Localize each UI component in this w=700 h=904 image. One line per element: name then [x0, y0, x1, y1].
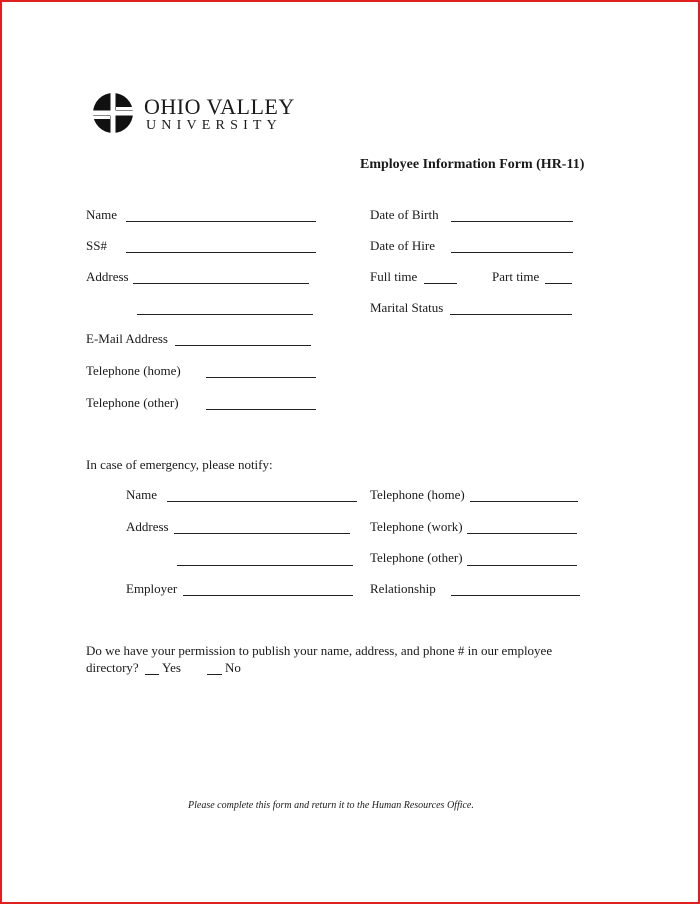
logo-emblem-icon	[88, 92, 138, 134]
emergency-phone-home-label: Telephone (home)	[370, 487, 465, 502]
emergency-address-label: Address	[126, 519, 169, 534]
address-field-1[interactable]	[133, 283, 309, 284]
doh-field[interactable]	[451, 252, 573, 253]
part-time-field[interactable]	[545, 283, 572, 284]
address-label: Address	[86, 269, 129, 284]
address-field-2[interactable]	[137, 314, 313, 315]
email-field[interactable]	[175, 345, 311, 346]
full-time-label: Full time	[370, 269, 418, 284]
emergency-phone-work-field[interactable]	[467, 533, 577, 534]
doh-label: Date of Hire	[370, 238, 435, 253]
emergency-phone-other-label: Telephone (other)	[370, 550, 463, 565]
dob-field[interactable]	[451, 221, 573, 222]
footer-instruction: Please complete this form and return it to the Human Resources Office.	[188, 800, 474, 811]
permission-yes-field[interactable]	[145, 674, 159, 675]
permission-no-field[interactable]	[207, 674, 222, 675]
emergency-phone-work-label: Telephone (work)	[370, 519, 463, 534]
employer-label: Employer	[126, 581, 178, 596]
email-label: E-Mail Address	[86, 331, 168, 346]
emergency-address-field-2[interactable]	[177, 565, 353, 566]
phone-other-field[interactable]	[206, 409, 316, 410]
permission-question: Do we have your permission to publish your name, address, and phone # in our employee	[86, 643, 553, 658]
part-time-label: Part time	[492, 269, 540, 284]
emergency-phone-home-field[interactable]	[470, 501, 578, 502]
emergency-name-label: Name	[126, 487, 158, 502]
marital-label: Marital Status	[370, 300, 444, 315]
relationship-field[interactable]	[451, 595, 580, 596]
employer-field[interactable]	[183, 595, 353, 596]
emergency-address-field-1[interactable]	[174, 533, 350, 534]
logo-name-line1: OHIO VALLEY	[144, 94, 295, 119]
name-label: Name	[86, 207, 118, 222]
permission-no-label: No	[225, 660, 241, 675]
permission-yes-label: Yes	[162, 660, 181, 675]
full-time-field[interactable]	[424, 283, 457, 284]
dob-label: Date of Birth	[370, 207, 439, 222]
phone-other-label: Telephone (other)	[86, 395, 179, 410]
ssn-label: SS#	[86, 238, 107, 253]
ssn-field[interactable]	[126, 252, 316, 253]
emergency-heading: In case of emergency, please notify:	[86, 457, 273, 472]
phone-home-label: Telephone (home)	[86, 363, 181, 378]
name-field[interactable]	[126, 221, 316, 222]
emergency-phone-other-field[interactable]	[467, 565, 577, 566]
form-title: Employee Information Form (HR-11)	[360, 157, 585, 172]
phone-home-field[interactable]	[206, 377, 316, 378]
emergency-name-field[interactable]	[167, 501, 357, 502]
relationship-label: Relationship	[370, 581, 436, 596]
logo-name-line2: UNIVERSITY	[146, 118, 282, 133]
marital-field[interactable]	[450, 314, 572, 315]
permission-directory-label: directory?	[86, 660, 139, 675]
